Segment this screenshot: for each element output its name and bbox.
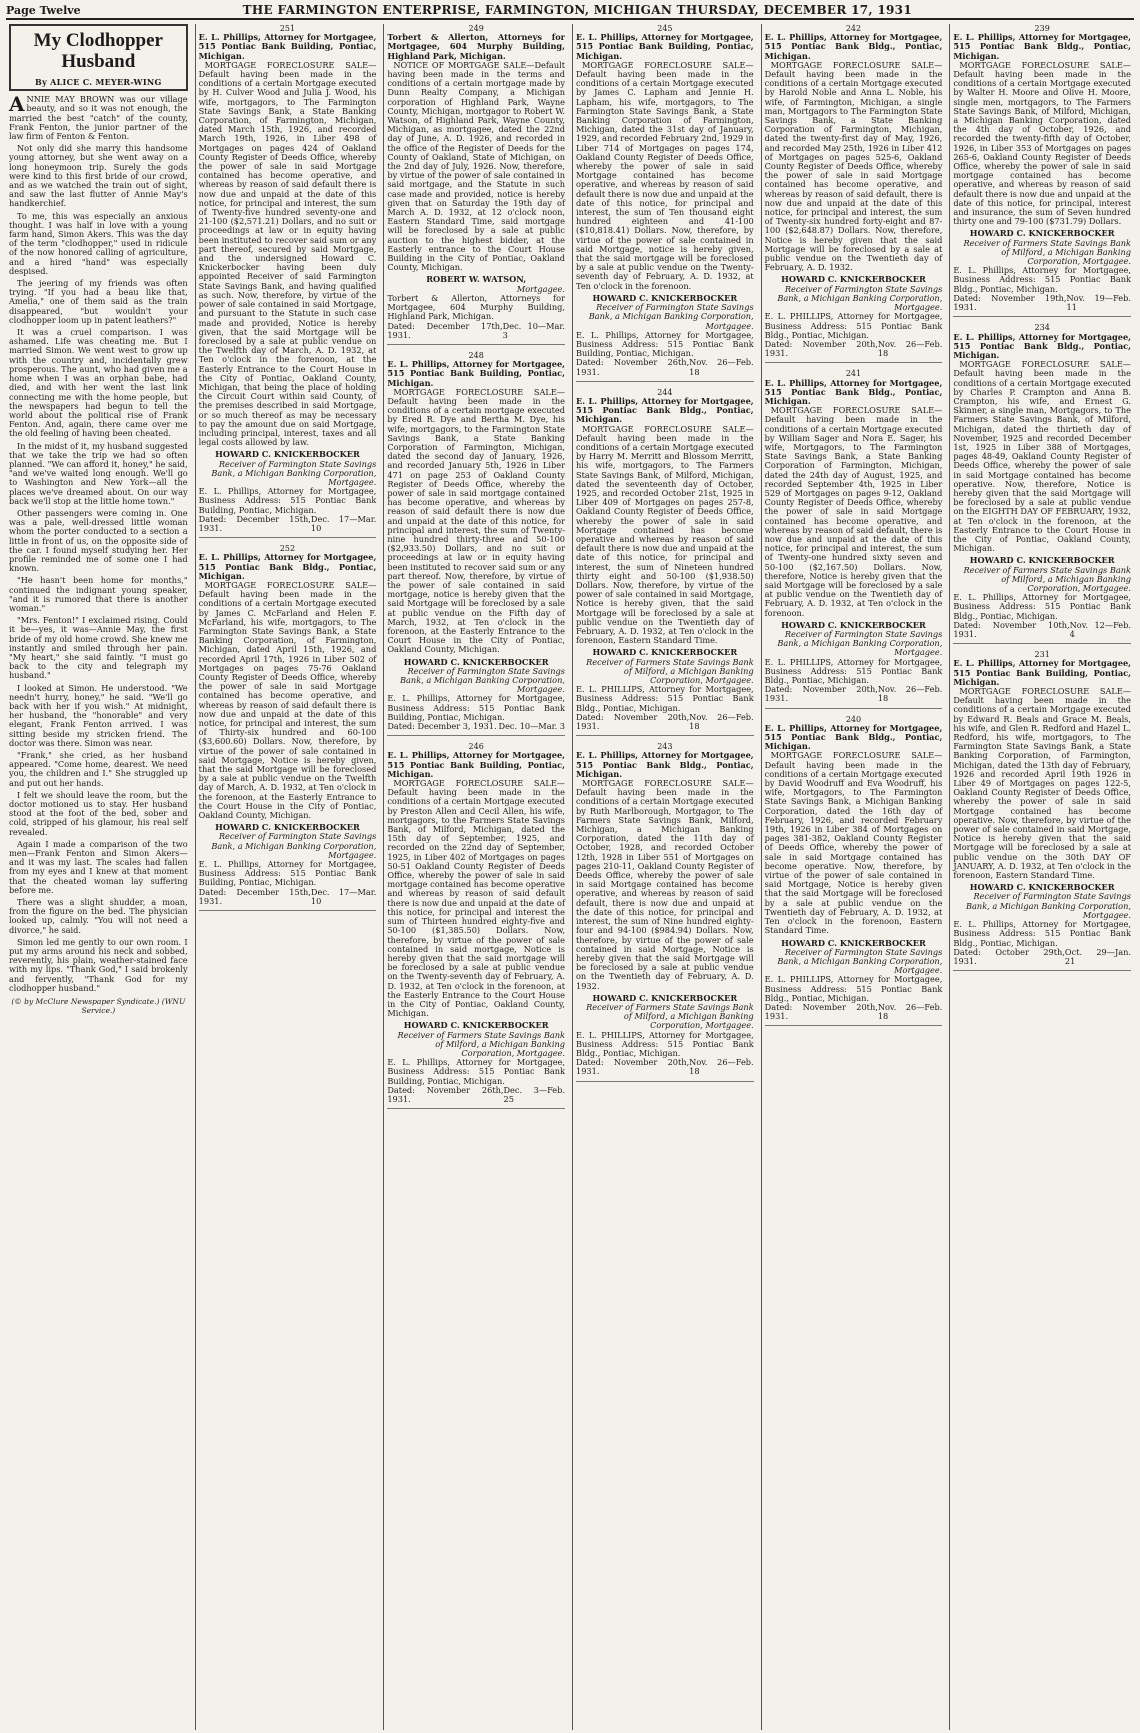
notice-address: Torbert & Allerton, Attorneys for Mortgagee, 604 Murphy Building, Highland Park, Michigan. bbox=[387, 292, 565, 322]
notice-dated: Dated: November 20th, 1931. bbox=[576, 1057, 690, 1077]
mortgage-notice bbox=[953, 323, 1131, 644]
newspaper-title: THE FARMINGTON ENTERPRISE, FARMINGTON, MICHIGAN THURSDAY, DECEMBER 17, 1931 bbox=[242, 3, 912, 17]
notice-receiver-of: Receiver of Farmers State Savings Bank of Milford, a Michigan Banking Corporation, Mortgagee. bbox=[586, 1001, 754, 1031]
mortgage-notice bbox=[765, 24, 943, 363]
notice-receiver-of: Receiver of Farmers State Savings Bank of Milford, a Michigan Banking Corporation, Mortgagee. bbox=[397, 1029, 565, 1058]
notice-run-dates: Nov. 19—Feb. 11 bbox=[1066, 292, 1131, 313]
notice-attorney: E. L. Phillips, Attorney for Mortgagee, 515 Pontiac Bank Bldg., Pontiac, Michigan. bbox=[764, 722, 943, 752]
notice-address: E. L. PHILLIPS, Attorney for Mortgagee, Business Address: 515 Pontiac Bank Bldg., Pontiac, Michigan. bbox=[764, 311, 943, 340]
notice-number: 240 bbox=[845, 714, 862, 724]
notice-address: E. L. Phillips, Attorney for Mortgagee, Business Address: 515 Pontiac Bank Building, Pontiac, Michigan. bbox=[387, 693, 565, 722]
notice-address: E. L. PHILLIPS, Attorney for Mortgagee, Business Address: 515 Pontiac Bank Bldg., Pontiac, Michigan. bbox=[764, 656, 943, 686]
notice-run-dates: Dec. 3—Feb. 25 bbox=[503, 1084, 565, 1104]
notice-dated: Dated: November 19th, 1931. bbox=[953, 292, 1067, 313]
notice-receiver: HOWARD C. KNICKERBOCKER bbox=[215, 449, 360, 460]
mortgage-notice bbox=[387, 351, 565, 736]
notice-number: 251 bbox=[279, 24, 296, 33]
notice-attorney: E. L. Phillips, Attorney for Mortgagee, 515 Pontiac Bank Building, Pontiac, Michigan. bbox=[387, 359, 565, 388]
notice-receiver-of: Receiver of Farmington State Savings Bank, a Michigan Banking Corporation, Mortgagee. bbox=[400, 665, 565, 695]
notice-receiver: HOWARD C. KNICKERBOCKER bbox=[969, 228, 1115, 239]
notice-attorney: E. L. Phillips, Attorney for Mortgagee, 515 Pontiac Bank Building, Pontiac, Michigan. bbox=[576, 32, 754, 61]
notice-receiver-of: Receiver of Farmington State Savings Bank, a Michigan Banking Corporation, Mortgagee. bbox=[777, 629, 943, 658]
notice-dated: Dated: November 20th, 1931. bbox=[764, 684, 878, 704]
notice-run-dates: Nov. 26—Feb. 18 bbox=[877, 1001, 943, 1022]
notice-run-dates: Dec. 17—Mar. 10 bbox=[310, 513, 377, 533]
story-credit: (© by McClure Newspaper Syndicate.) (WNU Service.) bbox=[11, 997, 186, 1016]
notice-dated: Dated: November 20th, 1931. bbox=[764, 1001, 878, 1022]
legal-column-4 bbox=[761, 24, 946, 1730]
legal-column-5 bbox=[949, 24, 1134, 1730]
story-paragraph: Other passengers were coming in. One was a pale, well-dressed little woman whom the porter conducted to a section a little in front of us, on the opposite side of the car. I found myself studying her. Her profile reminded me of some one I had known. bbox=[9, 507, 188, 574]
story-paragraph: ANNIE MAY BROWN was our village beauty, and so it was not enough, the married the best "catch" of the county, Frank Fenton, the junior partner of the law firm of Fenton & Fenton. bbox=[9, 92, 188, 142]
story-paragraph: In the midst of it, my husband suggested that we take the trip we had so often planned. "We can afford it, honey," he said, "and we've waited long enough. We'll go to Washington and New York—all the places we've dreamed about. On our way back we'll stop at the little home town." bbox=[9, 440, 188, 506]
notice-address: E. L. Phillips, Attorney for Mortgagee, Business Address: 515 Pontiac Bank Building, Pontiac, Michigan. bbox=[387, 1057, 565, 1086]
notice-dates bbox=[576, 1058, 754, 1076]
story-paragraph: I felt we should leave the room, but the doctor motioned us to stay. Her husband stood at the foot of the bed, sober and cold, stripped of his glamour, his real self revealed. bbox=[9, 789, 188, 837]
notice-attorney: E. L. Phillips, Attorney for Mortgagee, 515 Pontiac Bank Building, Pontiac, Michigan. bbox=[198, 32, 377, 61]
notice-number: 245 bbox=[657, 24, 673, 33]
notice-number: 244 bbox=[657, 387, 673, 397]
notice-number: 248 bbox=[468, 350, 484, 360]
notice-dates bbox=[387, 1086, 565, 1104]
story-byline: By ALICE C. MEYER-WING bbox=[35, 77, 162, 87]
story-header bbox=[9, 24, 188, 91]
notice-receiver: HOWARD C. KNICKERBOCKER bbox=[781, 619, 926, 630]
notice-attorney: E. L. Phillips, Attorney for Mortgagee, 515 Pontiac Bank Bldg., Pontiac, Michigan. bbox=[198, 552, 377, 581]
notice-dated: Dated: December 15th, 1931. bbox=[198, 513, 311, 533]
notice-dated: Dated: November 20th, 1931. bbox=[576, 711, 690, 732]
notice-address: E. L. Phillips, Attorney for Mortgagee, Business Address: 515 Pontiac Bank Building, Pontiac, Michigan. bbox=[198, 859, 377, 888]
notice-number: 243 bbox=[657, 742, 673, 752]
notice-number: 231 bbox=[1034, 650, 1050, 660]
mortgage-notice bbox=[953, 24, 1131, 317]
notice-dates bbox=[387, 322, 565, 340]
notice-dated: Dated: November 20th, 1931. bbox=[764, 338, 878, 359]
notice-dated: Dated: October 29th, 1931. bbox=[953, 946, 1065, 966]
notice-receiver-of: Receiver of Farmers State Savings Bank of Milford, a Michigan Banking Corporation, Mortgagee. bbox=[586, 656, 754, 686]
notice-dated: Dated: December 17th, 1931. bbox=[387, 320, 503, 340]
notice-run-dates: Nov. 26—Feb. 18 bbox=[689, 1057, 754, 1077]
notice-receiver: HOWARD C. KNICKERBOCKER bbox=[969, 555, 1115, 566]
notice-receiver-of: Receiver of Farmington State Savings Bank, a Michigan Banking Corporation, Mortgagee. bbox=[211, 458, 377, 487]
notice-body: MORTGAGE FORECLOSURE SALE—Default having been made in the conditions of a certain Mortgage executed by James C. McFarland and Helen F. McFarland, his wife, mortgagors, to The Farmington State Savings Bank, a State Banking Corporation, of Farmington, Michigan, dated April 15th, 1926, and recorded April 17th, 1926 in Liber 502 of Mortgages on pages 75-76 Oakland County Register of Deeds Office, whereby the power of sale in said Mortgage contained has become operative, and whereas by reason of said default there is now due and unpaid at the date of this notice, for principal and interest, the sum of Thirty-six hundred and 60-100 ($3,600.60) Dollars. Now, therefore, by virtue of the power of sale contained in said Mortgage, Notice is hereby given, that the said Mortgage will be foreclosed by a sale at public vendue on the Twelfth day of March, A. D. 1932, at Ten o'clock in the forenoon, at the Easterly Entrance to the Court House in the City of Pontiac, Oakland County, Michigan. bbox=[198, 579, 377, 821]
notice-attorney: E. L. Phillips, Attorney for Mortgagee, 515 Pontiac Bank Bldg., Pontiac, Michigan. bbox=[764, 377, 943, 406]
story-title: My Clodhopper Husband bbox=[33, 30, 163, 72]
notice-receiver: HOWARD C. KNICKERBOCKER bbox=[403, 656, 549, 667]
mortgage-notice bbox=[576, 24, 754, 382]
notice-receiver-of: Receiver of Farmington State Savings Bank, a Michigan Banking Corporation, Mortgagee. bbox=[777, 946, 943, 976]
notice-run-dates: Dec. 10—Mar. 3 bbox=[502, 320, 565, 340]
notice-address: E. L. Phillips, Attorney for Mortgagee, Business Address: 515 Pontiac Bank Building, Pontiac, Michigan. bbox=[576, 329, 754, 359]
notice-receiver-of: Receiver of Farmington State Savings Bank, a Michigan Banking Corporation, Mortgagee. bbox=[588, 302, 754, 331]
notice-attorney: E. L. Phillips, Attorney for Mortgagee, 515 Pontiac Bank Bldg., Pontiac, Michigan. bbox=[576, 750, 754, 779]
notice-attorney: E. L. Phillips, Attorney for Mortgagee, 515 Pontiac Bank Bldg., Pontiac, Michigan. bbox=[764, 32, 943, 61]
notice-body: MORTGAGE FORECLOSURE SALE—Default having been made in the conditions of a certain Mortgage executed by Harry M. Merritt and Blossom Merritt, his wife, mortgagors, to The Farmers State Savings Bank, of Milford, Michigan, dated the seventeenth day of October, 1925, and recorded October 21st, 1925 in Liber 409 of Mortgages on pages 257-8, Oakland County Register of Deeds Office, whereby the power of sale in said Mortgage contained has become operative and whereas by reason of said default there is now due and unpaid at the date of this notice, for principal and interest, the sum of Nineteen hundred thirty eight and 50-100 ($1,938.50) Dollars. Now, therefore, by virtue of the power of sale contained in said Mortgage, Notice is hereby given, that the said Mortgage will be foreclosed by a sale at public vendue on the Twentieth day of February, A. D. 1932, at Ten o'clock in the forenoon, Eastern Standard Time. bbox=[576, 423, 754, 646]
notice-address: E. L. Phillips, Attorney for Mortgagee, Business Address: 515 Pontiac Bank Bldg., Pontiac, Michigan. bbox=[953, 592, 1131, 621]
story-paragraph: "He hasn't been home for months," continued the indignant young speaker, "and it is rumored that there is another woman." bbox=[9, 575, 188, 613]
notice-receiver-of: Receiver of Farmington State Savings Bank, a Michigan Banking Corporation, Mortgagee. bbox=[777, 283, 943, 313]
notice-body: MORTGAGE FORECLOSURE SALE—Default having been made in the conditions of a certain Mortgage executed by Edward R. Beals and Grace M. Beals, his wife, and Glen R. Redford and Hazel L. Redford, his wife, mortgagors, to The Farmington State Savings Bank, a State Banking Corporation, of Farmington, Michigan, dated the 13th day of February, 1926 and recorded April 19th 1926 in Liber 49 of Mortgages on pages 122-5, Oakland County Register of Deeds Office, whereby the power of sale in said Mortgage contained has become operative. Now, therefore, by virtue of the power of sale contained in said Mortgage, Notice is hereby given that the said Mortgage will be foreclosed by a sale at public vendue on the 30th DAY OF JANUARY, A. D. 1932, at Ten o'clock in the forenoon, Eastern Standard Time. bbox=[953, 686, 1131, 881]
notice-receiver: HOWARD C. KNICKERBOCKER bbox=[969, 882, 1115, 893]
story-paragraph: The jeering of my friends was often trying. "If you had a beau like that, Amelia," one of them said as the train disappeared, "but wouldn't your clodhopper loom up in patent leathers?" bbox=[9, 278, 188, 325]
notice-receiver-of: Receiver of Farmers State Savings Bank of Milford, a Michigan Banking Corporation, Mortgagee. bbox=[963, 564, 1131, 593]
notice-run-dates: Nov. 26—Feb. 18 bbox=[877, 684, 943, 704]
notice-number: 246 bbox=[468, 742, 484, 752]
notice-dates bbox=[765, 340, 943, 358]
notice-body: MORTGAGE FORECLOSURE SALE—Default having been made in the conditions of a certain Mortgage executed by Walter H. Moore and Olive H. Moore, single men, mortgagors, to The Farmers State Savings Bank, of Milford, Michigan, a Michigan Banking Corporation, dated the 4th day of October, 1926, and recorded the twenty-fifth day of October, 1926, in Liber 353 of Mortgages on pages 265-6, Oakland County Register of Deeds Office, whereby the power of sale in said mortgage contained has become operative, and whereas by reason of said default there is now due and unpaid at the date of this notice, for principal, interest and insurance, the sum of Seven hundred thirty one and 79-100 ($731.79) Dollars. bbox=[953, 59, 1131, 227]
mortgage-notice bbox=[387, 24, 565, 345]
notice-receiver: HOWARD C. KNICKERBOCKER bbox=[781, 274, 926, 285]
mortgage-notice bbox=[765, 715, 943, 1027]
mortgage-notice bbox=[387, 742, 565, 1109]
notice-body: MORTGAGE FORECLOSURE SALE—Default having been made in the conditions of a certain Mortgage executed by Ruth Marlborough, Mortgagor, to The Farmers State Savings Bank, Milford, Michigan, a Michigan Banking Corporation, dated the 11th day of October, 1928, and recorded October 12th, 1928 in Liber 551 of Mortgages on pages 210-11, Oakland County Register of Deeds Office, whereby the power of sale in said Mortgage contained has become operative, and whereas by reason of said default, there is now due and unpaid at the date of this notice, for principal and interest, the sum of Nine hundred eighty-four and 94-100 ($984.94) Dollars. Now, therefore, by virtue of the power of sale contained in said Mortgage, Notice is hereby given that the said Mortgage will be foreclosed by a sale at public vendue on the Twentieth day of February, A. D. 1932. bbox=[576, 778, 754, 991]
notice-dated: Dated: November 26th, 1931. bbox=[387, 1084, 504, 1104]
notice-number: 234 bbox=[1034, 323, 1050, 333]
story-paragraph: Not only did she marry this handsome young attorney, but she went away on a long honeymoon trip. Surely the gods were kind to this first bride of our crowd, and as we watched the train out of sight, and saw the last flutter of Annie May's handkerchief. bbox=[9, 143, 188, 209]
mortgage-notice bbox=[199, 544, 377, 911]
story-paragraph: "Frank," she cried, as her husband appeared. "Come home, dearest. We need you, the children and I." She struggled up and put out her hands. bbox=[9, 750, 188, 788]
story-paragraph: I looked at Simon. He understood. "We needn't hurry, honey," he said. "We'll go back with her if you wish." At midnight, her husband, the "honorable" and very elegant, Frank Fenton arrived. I was sitting beside my stricken friend. The doctor was there. Simon was near. bbox=[9, 682, 188, 748]
notice-receiver: HOWARD C. KNICKERBOCKER bbox=[403, 1020, 549, 1031]
notice-run-dates: Oct. 29—Jan. 21 bbox=[1064, 946, 1131, 966]
notice-receiver: HOWARD C. KNICKERBOCKER bbox=[592, 992, 738, 1003]
notice-receiver: ROBERT W. WATSON, bbox=[426, 274, 527, 285]
notice-dated: Dated: November 10th, 1931. bbox=[953, 619, 1070, 639]
notice-address: E. L. PHILLIPS, Attorney for Mortgagee, Business Address: 515 Pontiac Bank Bldg., Pontiac, Michigan. bbox=[576, 1029, 754, 1058]
notice-run-dates: Dec. 17—Mar. 10 bbox=[310, 886, 377, 906]
notice-body: MORTGAGE FORECLOSURE SALE—Default having been made in the conditions of a certain mortgage executed by Ered R. Dye and Bertha M. Dye, his wife, mortgagors, to the Farmington State Savings Bank, a State Banking Corporation of Farmington, Michigan, dated the second day of January, 1926, and recorded January 5th, 1926 in Liber 471 on page 253 of Oakland County Register of Deeds Office, whereby the power of sale in said mortgage contained has become operative, and whereas by reason of said default there is now due and unpaid at the date of this notice, for principal and interest, the sum of Twenty-nine hundred thirty-three and 50-100 ($2,933.50) Dollars, and no suit or proceedings at law or in equity having been instituted to recover said sum or any part thereof. Now, therefore, by virtue of the power of sale contained in said mortgage, notice is hereby given that the said Mortgage will be foreclosed by a sale at public vendue on the Fifth day of March, 1932, at Ten o'clock in the forenoon, at the Easterly Entrance to the Court House in the City of Pontiac, Oakland County, Michigan. bbox=[387, 386, 565, 655]
story-paragraph: Simon led me gently to our own room. I put my arms around his neck and sobbed, reverently, his plain, weather-stained face with my lips. "Thank God," I said brokenly and fervently, "Thank God for my clodhopper husband." bbox=[9, 936, 188, 993]
story-paragraph: Again I made a comparison of the two men—Frank Fenton and Simon Akers—and it was my last. The scales had fallen from my eyes and I knew at that moment that the cheated woman lay suffering before me. bbox=[9, 838, 188, 895]
notice-dated: Dated: December 3, 1931. bbox=[387, 721, 497, 732]
notice-dates bbox=[576, 358, 754, 376]
notice-address: E. L. Phillips, Attorney for Mortgagee, Business Address: 515 Pontiac Bank Bldg., Pontiac, Michigan. bbox=[953, 265, 1131, 294]
notice-run-dates: Nov. 26—Feb. 18 bbox=[689, 357, 754, 377]
mortgage-notice bbox=[576, 742, 754, 1081]
notice-number: 241 bbox=[845, 369, 862, 379]
notice-body: MORTGAGE FORECLOSURE SALE—Default having been made in the conditions of a certain Mortgage executed by Harold Noble and Anna L. Noble, his wife, of Farmington, Michigan, a single man, Mortgagors to The Farmington State Savings Bank, a State Banking Corporation of Farmington, Michigan, dated the twenty-first day of May, 1926, and recorded May 25th, 1926 in Liber 412 of Mortgages on pages 525-6, Oakland County Register of Deeds Office, whereby the power of sale in said Mortgage contained has become operative, and whereas by reason of said default, there is now due and unpaid at the date of this notice, for principal and interest, the sum of Twenty-six hundred forty-eight and 87-100 ($2,648.87) Dollars. Now, therefore, Notice is hereby given that the said Mortgage will be foreclosed by a sale at public vendue on the Twentieth day of February, A. D. 1932. bbox=[764, 59, 943, 273]
notice-dates bbox=[576, 713, 754, 731]
story-paragraph: "Mrs. Fenton!" I exclaimed rising. Could it be—yes, it was—Annie May, the first bride of my old home crowd. She knew me instantly and smiled through her pain. "My heart," she said faintly. "I must go back to the city and telegraph my husband." bbox=[9, 615, 188, 681]
notice-receiver-of: Receiver of Farmington State Savings Bank, a Michigan Banking Corporation, Mortgagee. bbox=[211, 831, 377, 860]
notice-body: MORTGAGE FORECLOSURE SALE—Default having been made in the conditions of a certain Mortgage executed by Preston Allen and Cecil Allen, his wife, mortgagors, to the Farmers State Savings Bank, of Milford, Michigan, dated the 15th day of September, 1925, and recorded on the 22nd day of September, 1925, in Liber 402 of Mortgages on pages 50-51 Oakland County Register of Deeds Office, whereby the power of sale in said mortgage contained has become operative and whereas by reason of said default there is now due and unpaid at the date of this notice, for principal and interest the sum of Thirteen hundred eighty-five and 50-100 ($1,385.50) Dollars. Now, therefore, by virtue of the power of sale contained in said mortgage, Notice is hereby given that the said mortgage will be foreclosed by a sale at public vendue on the Twenty-seventh day of February, A. D. 1932, at Ten o'clock in the forenoon, at the Easterly Entrance to the Court House in the City of Pontiac, Oakland County, Michigan. bbox=[387, 778, 565, 1019]
notice-dates bbox=[953, 948, 1131, 966]
mortgage-notice bbox=[765, 369, 943, 708]
notice-number: 242 bbox=[845, 24, 862, 33]
notice-address: E. L. PHILLIPS, Attorney for Mortgagee, Business Address: 515 Pontiac Bank Bldg., Pontiac, Michigan. bbox=[576, 684, 754, 713]
notice-receiver-of: Receiver of Farmers State Savings Bank of Milford, a Michigan Banking Corporation, Mortgagee. bbox=[963, 237, 1131, 267]
story-paragraph: To me, this was especially an anxious thought. I was half in love with a young farm hand, Simon Akers. This was the day of the term "clodhopper," used in ridicule of the now honored calling of agriculture, and a hired "hand" was especially despised. bbox=[9, 210, 188, 276]
notice-run-dates: Nov. 26—Feb. 18 bbox=[877, 338, 943, 359]
legal-column-3 bbox=[572, 24, 757, 1730]
notice-number: 239 bbox=[1034, 24, 1050, 33]
notice-dates bbox=[765, 685, 943, 703]
notice-body: NOTICE OF MORTGAGE SALE—Default having been made in the terms and conditions of a certain mortgage made by Dunn Realty Company, a Michigan corporation of Highland Park, Wayne County, Michigan, mortgagor to Robert W. Watson, of Highland Park, Wayne County, Michigan, as mortgagee, dated the 22nd day of June, A. D. 1926, and recorded in the office of the Register of Deeds for the County of Oakland, State of Michigan, on the 2nd day of July, 1926. Now, therefore, by virtue of the power of sale contained in said mortgage, and the Statute in such case made and provided, notice is hereby given that on Saturday the 19th day of March A. D. 1932, at 12 o'clock noon, Eastern Standard Time, said mortgage will be foreclosed by a sale at public auction to the highest bidder, at the Easterly entrance to the Court House Building in the City of Pontiac, Oakland County, Michigan. bbox=[387, 59, 565, 273]
masthead bbox=[6, 2, 1134, 20]
notice-receiver-of: Receiver of Farmington State Savings Bank, a Michigan Banking Corporation, Mortgagee. bbox=[966, 891, 1131, 920]
notice-dated: Dated: November 26th, 1931. bbox=[576, 357, 690, 377]
story-body bbox=[9, 92, 188, 993]
notice-run-dates: Dec. 10—Mar. 3 bbox=[498, 721, 565, 732]
notice-body: MORTGAGE FORECLOSURE SALE—Default having been made in the conditions of a certain Mortgage executed by H. Culver Wood and Julia J. Wood, his wife, mortgagors, to The Farmington State Savings Bank, a State Banking Corporation, of Farmington, Michigan, dated March 15th, 1926, and recorded March 19th, 1926, in Liber 498 of Mortgages on pages 424 of Oakland County Register of Deeds Office, whereby the power of sale in said Mortgage contained has become operative, and whereas by reason of said default there is now due and unpaid at the date of this notice, for principal and interest, the sum of Twenty-five hundred seventy-one and 21-100 ($2,571.21) Dollars, and no suit or proceedings at law or in equity having been instituted to recover said sum or any part thereof, secured by said Mortgage, and the undersigned Howard C. Knickerbocker having been duly appointed Receiver of said Farmington State Savings Bank, and having qualified as such. Now, therefore, by virtue of the power of sale contained in said Mortgage, and pursuant to the Statute in such case made and provided, Notice is hereby given, that the said Mortgage will be foreclosed by a sale at public vendue on the Twelfth day of March, A. D. 1932, at Ten o'clock in the forenoon, at the Easterly Entrance to the Court House in the City of Pontiac, Oakland County, Michigan, that being the place of holding the Circuit Court within said County, of the premises described in said Mortgage, or so much thereof as may be necessary to pay the amount due on said Mortgage, including principal, interest, taxes and all legal costs allowed by law. bbox=[198, 59, 377, 448]
notice-attorney: E. L. Phillips, Attorney for Mortgagee, 515 Pontiac Bank Building, Pontiac, Michigan. bbox=[953, 658, 1131, 687]
notice-dates bbox=[199, 515, 377, 533]
notice-dates bbox=[765, 1003, 943, 1021]
legal-column-1 bbox=[195, 24, 380, 1730]
notice-receiver: HOWARD C. KNICKERBOCKER bbox=[215, 822, 360, 833]
notice-attorney: E. L. Phillips, Attorney for Mortgagee, 515 Pontiac Bank Bldg., Pontiac, Michigan. bbox=[953, 331, 1131, 360]
notice-receiver-of: Mortgagee. bbox=[516, 283, 565, 294]
notice-receiver: HOWARD C. KNICKERBOCKER bbox=[592, 292, 738, 303]
notice-number: 252 bbox=[279, 544, 296, 554]
notice-attorney: E. L. Phillips, Attorney for Mortgagee, 515 Pontiac Bank Building, Pontiac, Michigan. bbox=[387, 750, 565, 779]
story-column bbox=[6, 24, 191, 1730]
notice-receiver: HOWARD C. KNICKERBOCKER bbox=[781, 937, 926, 948]
notice-dates bbox=[387, 722, 565, 731]
notice-dates bbox=[199, 888, 377, 906]
notice-body: MORTGAGE FORECLOSURE SALE—Default having been made in the conditions of a certain Mortgage executed by David Woodruff and Eva Woodruff, his wife, Mortgagors, to The Farmington State Savings Bank, a Michigan Banking Corporation, dated the 16th day of February, 1926, and recorded February 19th, 1926 in Liber 384 of Mortgages on pages 381-382, Oakland County Register of Deeds Office, whereby the power of sale in said Mortgage contained has become operative. Now, therefore, by virtue of the power of sale contained in said Mortgage, Notice is hereby given that the said Mortgage will be foreclosed by a sale at public vendue on the Twentieth day of February, A. D. 1932, at Ten o'clock in the forenoon, Eastern Standard Time. bbox=[764, 750, 943, 936]
notice-dates bbox=[953, 294, 1131, 312]
notice-run-dates: Nov. 12—Feb. 4 bbox=[1069, 619, 1131, 639]
story-paragraph: It was a cruel comparison. I was ashamed. Life was cheating me. But I married Simon. We went west to grow up with the country and, incidentally grew prosperous. The aunt, who had given me a home when I was an orphan babe, had died, and with her went the last link connecting me with the home people, but the newspapers had begun to tell the world about the political rise of Frank Fenton. And, again, there came over me the old feeling of having been cheated. bbox=[9, 327, 188, 439]
notice-run-dates: Nov. 26—Feb. 18 bbox=[689, 711, 754, 732]
mortgage-notice bbox=[199, 24, 377, 538]
notice-body: MORTGAGE FORECLOSURE SALE—Default having been made in the conditions of a certain Mortgage executed by William Sager and Nora E. Sager, his wife, Mortgagors, to The Farmington State Savings Bank, a State Banking Corporation of Farmington, Michigan, dated the 24th day of August, 1925, and recorded September 4th, 1925 in Liber 529 of Mortgages on pages 9-12, Oakland County Register of Deeds Office, whereby the power of sale in said Mortgage contained has become operative, and whereas by reason of said default, there is now due and unpaid at the date of this notice, for principal and interest, the sum of Twenty-one hundred sixty seven and 50-100 ($2,167.50) Dollars. Now, therefore, Notice is hereby given that the said Mortgage will be foreclosed by a sale at public vendue on the Twentieth day of February, A. D. 1932, at Ten o'clock in the forenoon. bbox=[764, 405, 943, 618]
notice-body: MORTGAGE FORECLOSURE SALE—Default having been made in the conditions of a certain Mortgage executed by James C. Lapham and Jennie H. Lapham, his wife, mortgagors, to The Farmington State Savings Bank, a State Banking Corporation of Farmington, Michigan, dated the 31st day of January, 1929, and recorded February 2nd, 1929 in Liber 714 of Mortgages on pages 174, Oakland County Register of Deeds Office, whereby the power of sale in said Mortgage contained has become operative, and whereas by reason of said default there is now due and unpaid at the date of this notice, for principal and interest, the sum of Ten thousand eight hundred eighteen and 41-100 ($10,818.41) Dollars. Now, therefore, by virtue of the power of sale contained in said Mortgage, notice is hereby given, that the said mortgage will be foreclosed by a sale at public vendue on the Twenty-seventh day of February, A. D. 1932, at Ten o'clock in the forenoon. bbox=[576, 59, 754, 291]
notice-attorney: Torbert & Allerton, Attorneys for Mortgagee, 604 Murphy Building, Highland Park, Michigan. bbox=[387, 32, 565, 61]
notice-body: MORTGAGE FORECLOSURE SALE—Default having been made in the conditions of a certain Mortgage executed by Charles P. Crampton and Anna B. Crampton, his wife, and Ernest G. Skinner, a single man, Mortgagors, to The Farmers State Savings Bank, of Milford, Michigan, dated the thirtieth day of November, 1925 and recorded December 1st, 1925 in Liber 388 of Mortgages, pages 48-49, Oakland County Register of Deeds Office, whereby the power of sale in said Mortgage contained has become operative. Now, therefore, Notice is hereby given that the said Mortgage will be foreclosed by a sale at public vendue on the EIGHTH DAY OF FEBRUARY, 1932, at Ten o'clock in the forenoon, at the Easterly Entrance to the Court House in the City of Pontiac, Oakland County, Michigan. bbox=[953, 359, 1131, 554]
notice-address: E. L. Phillips, Attorney for Mortgagee, Business Address: 515 Pontiac Bank Building, Pontiac, Michigan. bbox=[198, 486, 377, 515]
notice-attorney: E. L. Phillips, Attorney for Mortgagee, 515 Pontiac Bank Bldg., Pontiac, Michigan. bbox=[953, 32, 1131, 61]
notice-dates bbox=[953, 621, 1131, 639]
mortgage-notice bbox=[953, 650, 1131, 971]
story-paragraph: There was a slight shudder, a moan, from the figure on the bed. The physician looked up, calmly. "You will not need a divorce," he said. bbox=[9, 897, 188, 935]
notice-dated: Dated: December 15th, 1931. bbox=[198, 886, 311, 906]
notice-receiver: HOWARD C. KNICKERBOCKER bbox=[592, 647, 738, 658]
notice-address: E. L. Phillips, Attorney for Mortgagee, Business Address: 515 Pontiac Bank Bldg., Pontiac, Michigan. bbox=[953, 919, 1131, 948]
columns bbox=[6, 24, 1134, 1730]
legal-column-2 bbox=[383, 24, 568, 1730]
notice-number: 249 bbox=[468, 24, 484, 33]
notice-attorney: E. L. Phillips, Attorney for Mortgagee, 515 Pontiac Bank Bldg., Pontiac, Michigan. bbox=[576, 395, 754, 425]
page-number: Page Twelve bbox=[6, 3, 81, 17]
notice-address: E. L. PHILLIPS, Attorney for Mortgagee, Business Address: 515 Pontiac Bank Bldg., Pontiac, Michigan. bbox=[764, 974, 943, 1003]
mortgage-notice bbox=[576, 388, 754, 737]
